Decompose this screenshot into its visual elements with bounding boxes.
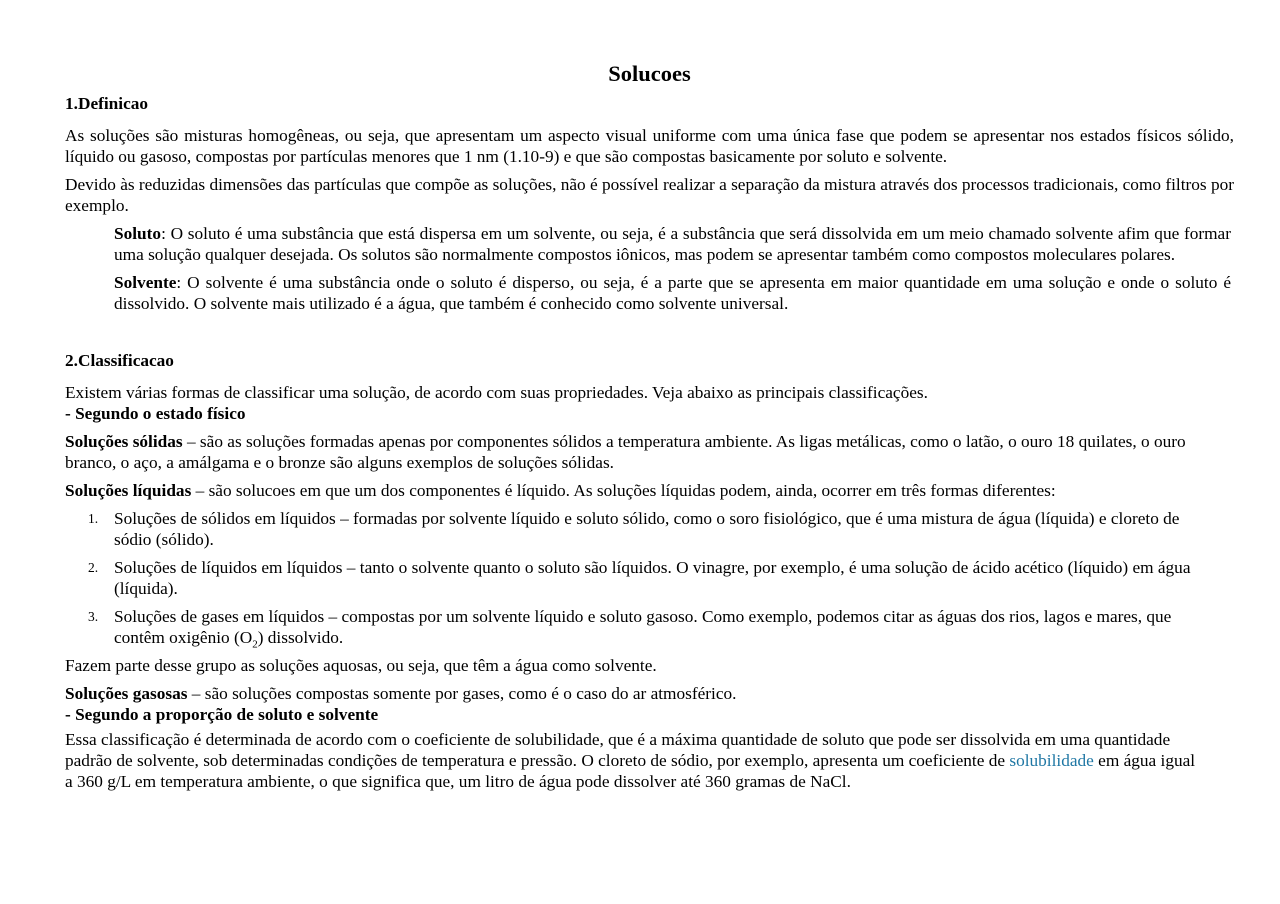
list-item: [65, 606, 1234, 651]
paragraph-solucoes-solidas: [65, 431, 1234, 473]
paragraph-aquosas: Fazem parte desse grupo as soluções aquosas, ou seja, que têm a água como solvente.: [65, 656, 657, 675]
paragraph-solubilidade: [65, 729, 1234, 792]
text-solubilidade-2: em água igual a 360 g/L em temperatura ambiente, o que significa que, um litro de água pode dissolver até 360 gramas de NaCl.: [65, 751, 1196, 791]
list-item-text: Soluções de sólidos em líquidos – formadas por solvente líquido e soluto sólido, como o soro fisiológico, que é uma mistura de água (líquida) e cloreto de sódio (sólido).: [114, 509, 1180, 549]
term-solucoes-gasosas: Soluções gasosas: [65, 684, 188, 703]
paragraph-solucoes-liquidas: [65, 480, 1234, 501]
text-soluto: : O soluto é uma substância que está dispersa em um solvente, ou seja, é a substância que será dissolvida em um meio chamado solvente afim que formar uma solução qualquer desejada. Os solutos são normalmente compostos iônicos, mas podem se apresentar também como compostos moleculares polares.: [114, 224, 1231, 264]
list-number: 2.: [88, 560, 99, 575]
paragraph-definicao-1: As soluções são misturas homogêneas, ou seja, que apresentam um aspecto visual uniforme com uma única fase que podem se apresentar nos estados físicos sólido, líquido ou gasoso, compostas por partículas menores que 1 nm (1.10-9) e que são compostas basicamente por soluto e solvente.: [65, 126, 1234, 166]
list-item-text: Soluções de gases em líquidos – compostas por um solvente líquido e soluto gasoso. Como exemplo, podemos citar as águas dos rios, lagos e mares, que contêm oxigênio (O: [114, 607, 1172, 647]
list-item: [65, 508, 1234, 550]
term-solucoes-liquidas: Soluções líquidas: [65, 481, 192, 500]
subscript-2: 2: [252, 638, 258, 651]
subheading-proporcao: - Segundo a proporção de soluto e solvente: [65, 705, 379, 724]
paragraph-solucoes-gasosas: [65, 683, 1234, 704]
paragraph-solvente: [65, 272, 1234, 314]
section-heading-definicao: 1.Definicao: [65, 94, 149, 113]
page-title: Solucoes: [608, 61, 691, 86]
text-solucoes-liquidas: – são solucoes em que um dos componentes é líquido. As soluções líquidas podem, ainda, ocorrer em três formas diferentes:: [191, 481, 1056, 500]
list-number: 1.: [88, 511, 99, 526]
solutions-list: [65, 508, 1234, 651]
text-solubilidade-1: Essa classificação é determinada de acordo com o coeficiente de solubilidade, que é a máxima quantidade de soluto que pode ser dissolvida em uma quantidade padrão de solvente, sob determinadas condições de temperatura e pressão. O cloreto de sódio, por exemplo, apresenta um coeficiente de: [65, 730, 1171, 770]
term-soluto: Soluto: [114, 224, 162, 243]
list-item-text: Soluções de líquidos em líquidos – tanto o solvente quanto o soluto são líquidos. O vinagre, por exemplo, é uma solução de ácido acético (líquido) em água (líquida).: [114, 558, 1191, 598]
text-solvente: : O solvente é uma substância onde o soluto é disperso, ou seja, é a parte que se apresenta em maior quantidade em uma solução e onde o soluto é dissolvido. O solvente mais utilizado é a água, que também é conhecido como solvente universal.: [114, 273, 1231, 313]
solubilidade-link[interactable]: solubilidade: [1009, 751, 1094, 770]
paragraph-classificacao-intro: Existem várias formas de classificar uma solução, de acordo com suas propriedades. Veja abaixo as principais classificações.: [65, 383, 928, 402]
list-item: [65, 557, 1234, 599]
term-solucoes-solidas: Soluções sólidas: [65, 432, 183, 451]
paragraph-definicao-2: Devido às reduzidas dimensões das partículas que compõe as soluções, não é possível realizar a separação da mistura através dos processos tradicionais, como filtros por exemplo.: [65, 175, 1234, 215]
section-heading-classificacao: 2.Classificacao: [65, 351, 174, 370]
list-number: 3.: [88, 609, 99, 624]
term-solvente: Solvente: [114, 273, 177, 292]
subheading-estado-fisico: - Segundo o estado físico: [65, 404, 246, 423]
text-solucoes-solidas: – são as soluções formadas apenas por componentes sólidos a temperatura ambiente. As ligas metálicas, como o latão, o ouro 18 quilates, o ouro branco, o aço, a amálgama e o bronze são alguns exemplos de soluções sólidas.: [65, 432, 1186, 472]
text-solucoes-gasosas: – são soluções compostas somente por gases, como é o caso do ar atmosférico.: [187, 684, 737, 703]
list-item-text-end: ) dissolvido.: [257, 628, 344, 647]
paragraph-soluto: [65, 223, 1234, 265]
